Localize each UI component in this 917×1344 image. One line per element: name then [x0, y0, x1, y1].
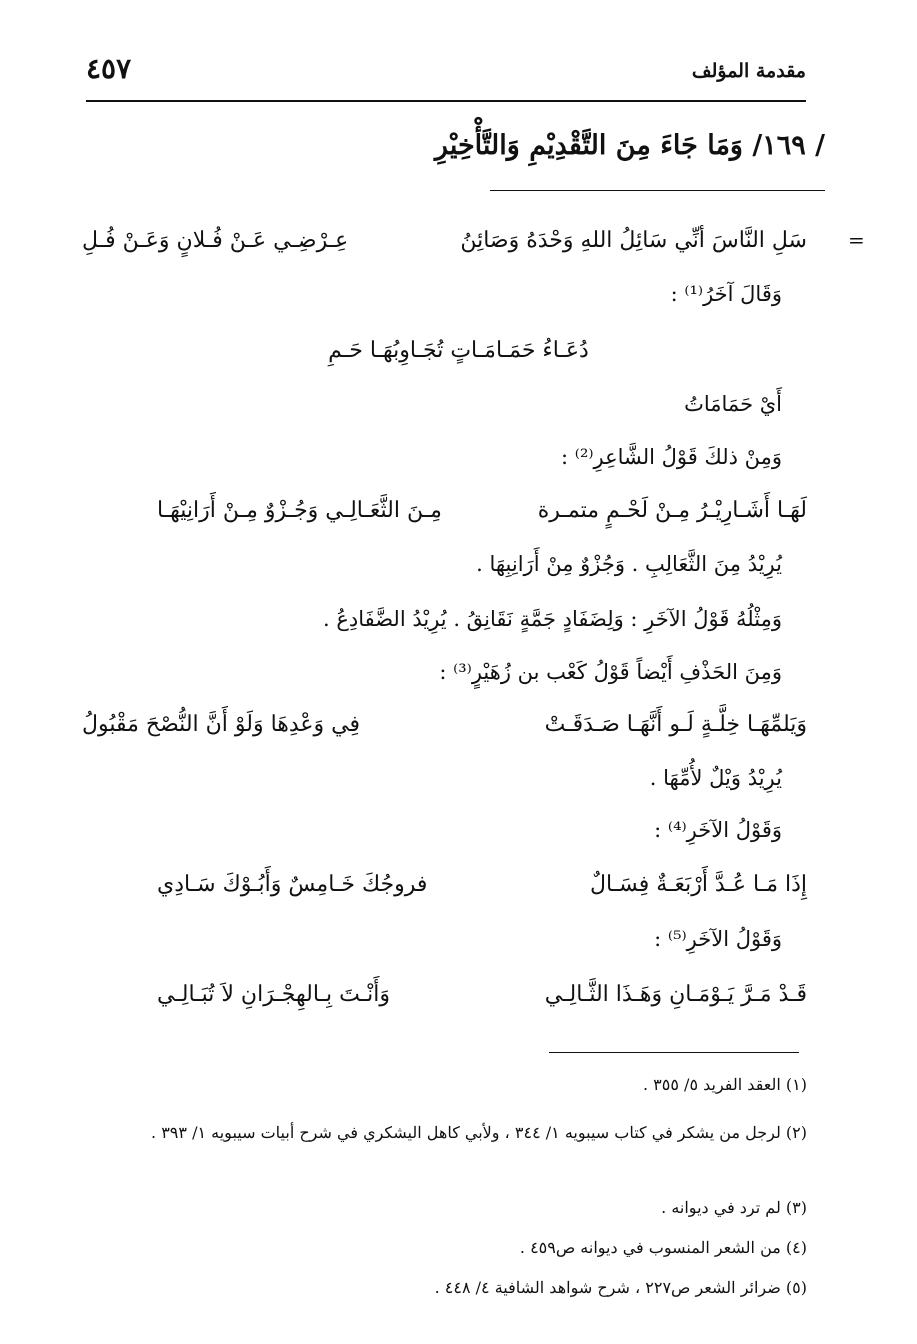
text-line: وَمِنْ ذلكَ قَوْلُ الشَّاعِرِ⁽²⁾ : [561, 445, 782, 469]
verse-line [82, 712, 807, 752]
footnote: (٣) لم ترد في ديوانه . [661, 1198, 807, 1217]
verse-first-hemistich: قَـدْ مَـرَّ يَـوْمَـانِ وَهَـذَا الثَّـالِـي [544, 982, 807, 1007]
footnote: (٤) من الشعر المنسوب في ديوانه ص٤٥٩ . [519, 1238, 807, 1257]
running-header [86, 52, 806, 92]
centered-verse-line: دُعَـاءُ حَمَـامَـاتٍ تُجَـاوِبُهَـا حَـمِ [328, 338, 589, 363]
text-line: وَمِثْلُهُ قَوْلُ الآخَرِ : وَلِضَفَادٍ جَمَّةٍ نَقَانِقُ . يُرِيْدُ الضَّفَادِعُ . [322, 607, 782, 631]
margin-mark: = [848, 228, 865, 252]
verse-line [107, 982, 807, 1022]
text-line: يُرِيْدُ وَيْلٌ لأُمِّهَا . [649, 766, 782, 790]
verse-second-hemistich: عِـرْضِـي عَـنْ فُـلانٍ وَعَـنْ فُـلِ [82, 228, 349, 253]
text-line: أَيْ حَمَامَاتُ [684, 392, 782, 416]
footnote: (٢) لرجل من يشكر في كتاب سيبويه ١/ ٣٤٤ ، ولأبي كاهل اليشكري في شرح أبيات سيبويه ١/ ٣٩٣ . [151, 1123, 807, 1142]
footnote: (٥) ضرائر الشعر ص٢٢٧ ، شرح شواهد الشافية ٤/ ٤٤٨ . [434, 1278, 807, 1297]
verse-first-hemistich: سَلِ النَّاسَ أنِّي سَائِلُ اللهِ وَحْدَهُ وَصَائِنُ [460, 228, 807, 253]
verse-second-hemistich: فروجُكَ خَـامِسٌ وَأَبُـوْكَ سَـادِي [157, 872, 428, 897]
header-rule [86, 100, 806, 102]
text-line: وَقَالَ آخَرُ⁽¹⁾ : [670, 282, 782, 306]
verse-first-hemistich: لَهَـا أَشَـارِيْـرُ مِـنْ لَحْـمٍ متمـرة [537, 498, 807, 523]
section-title: / ١٦٩/ وَمَا جَاءَ مِنَ التَّقْدِيْمِ وَالتَّأْخِيْرِ [434, 130, 825, 161]
verse-second-hemistich: وَأَنْـتَ بِـالهِجْـرَانِ لاَ تُبَـالِـي [157, 982, 390, 1007]
text-line: وَقَوْلُ الآخَرِ⁽⁵⁾ : [654, 927, 782, 951]
page-number: ٤٥٧ [86, 52, 132, 85]
title-rule [490, 190, 825, 191]
text-line: يُرِيْدُ مِنَ الثَّعَالِبِ . وَجُزْوٌ مِنْ أَرَانِبِهَا . [476, 552, 782, 576]
text-line: وَمِنَ الحَذْفِ أَيْضاً قَوْلُ كَعْب بن زُهَيْرٍ⁽³⁾ : [439, 660, 782, 684]
verse-line [107, 498, 807, 538]
verse-second-hemistich: فِي وَعْدِهَا وَلَوْ أَنَّ النُّصْحَ مَقْبُولُ [82, 712, 361, 737]
verse-line [107, 872, 807, 912]
text-line: وَقَوْلُ الآخَرِ⁽⁴⁾ : [654, 818, 782, 842]
footnote: (١) العقد الفريد ٥/ ٣٥٥ . [643, 1075, 807, 1094]
verse-first-hemistich: إِذَا مَـا عُـدَّ أَرْبَعَـةٌ فِسَـالٌ [589, 872, 807, 897]
verse-second-hemistich: مِـنَ الثَّعَـالِـي وَجُـزْوٌ مِـنْ أَرَانِيْهَـا [157, 498, 442, 523]
verse-first-hemistich: وَيَلمِّهَـا خِلَّـةٍ لَـو أَنَّهَـا صَـدَقَـتْ [544, 712, 807, 737]
verse-line [82, 228, 807, 268]
footnote-rule [549, 1052, 799, 1053]
chapter-title: مقدمة المؤلف [691, 60, 806, 82]
